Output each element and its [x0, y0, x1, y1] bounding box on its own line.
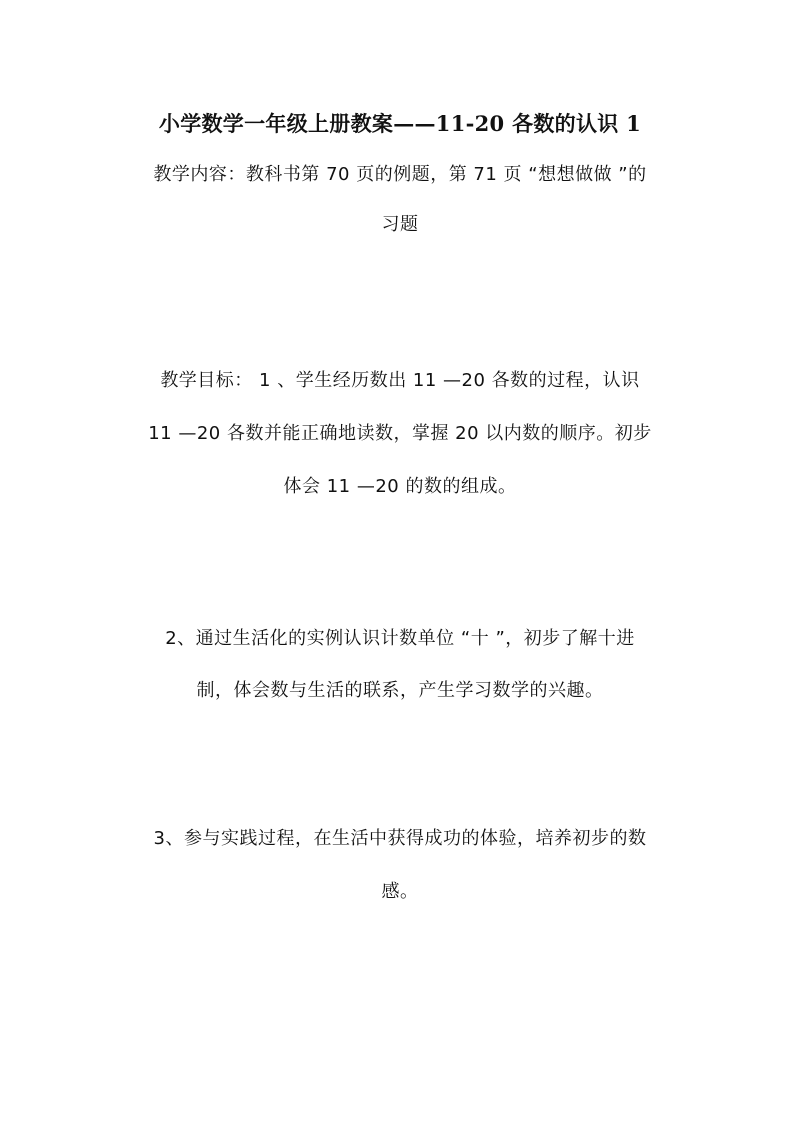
- teaching-goal-2-line-2: 制，体会数与生活的联系，产生学习数学的兴趣。: [196, 680, 604, 701]
- teaching-goal-3-line-1: 3、参与实践过程，在生活中获得成功的体验，培养初步的数: [153, 828, 647, 849]
- document-title: 小学数学一年级上册教案——11-20 各数的认识 1: [158, 111, 642, 136]
- teaching-goal-1-line-1: 教学目标： 1 、学生经历数出 11 —20 各数的过程，认识: [160, 370, 640, 391]
- teaching-goal-3-line-2: 感。: [381, 881, 419, 902]
- teaching-goal-1-line-2: 11 —20 各数并能正确地读数，掌握 20 以内数的顺序。初步: [148, 423, 652, 444]
- teaching-content-line-1: 教学内容：教科书第 70 页的例题，第 71 页 “想想做做 ”的: [153, 164, 647, 185]
- teaching-content-line-2: 习题: [381, 214, 419, 235]
- teaching-goal-1-line-3: 体会 11 —20 的数的组成。: [283, 476, 517, 497]
- teaching-goal-2-line-1: 2、通过生活化的实例认识计数单位 “十 ”，初步了解十进: [165, 628, 635, 649]
